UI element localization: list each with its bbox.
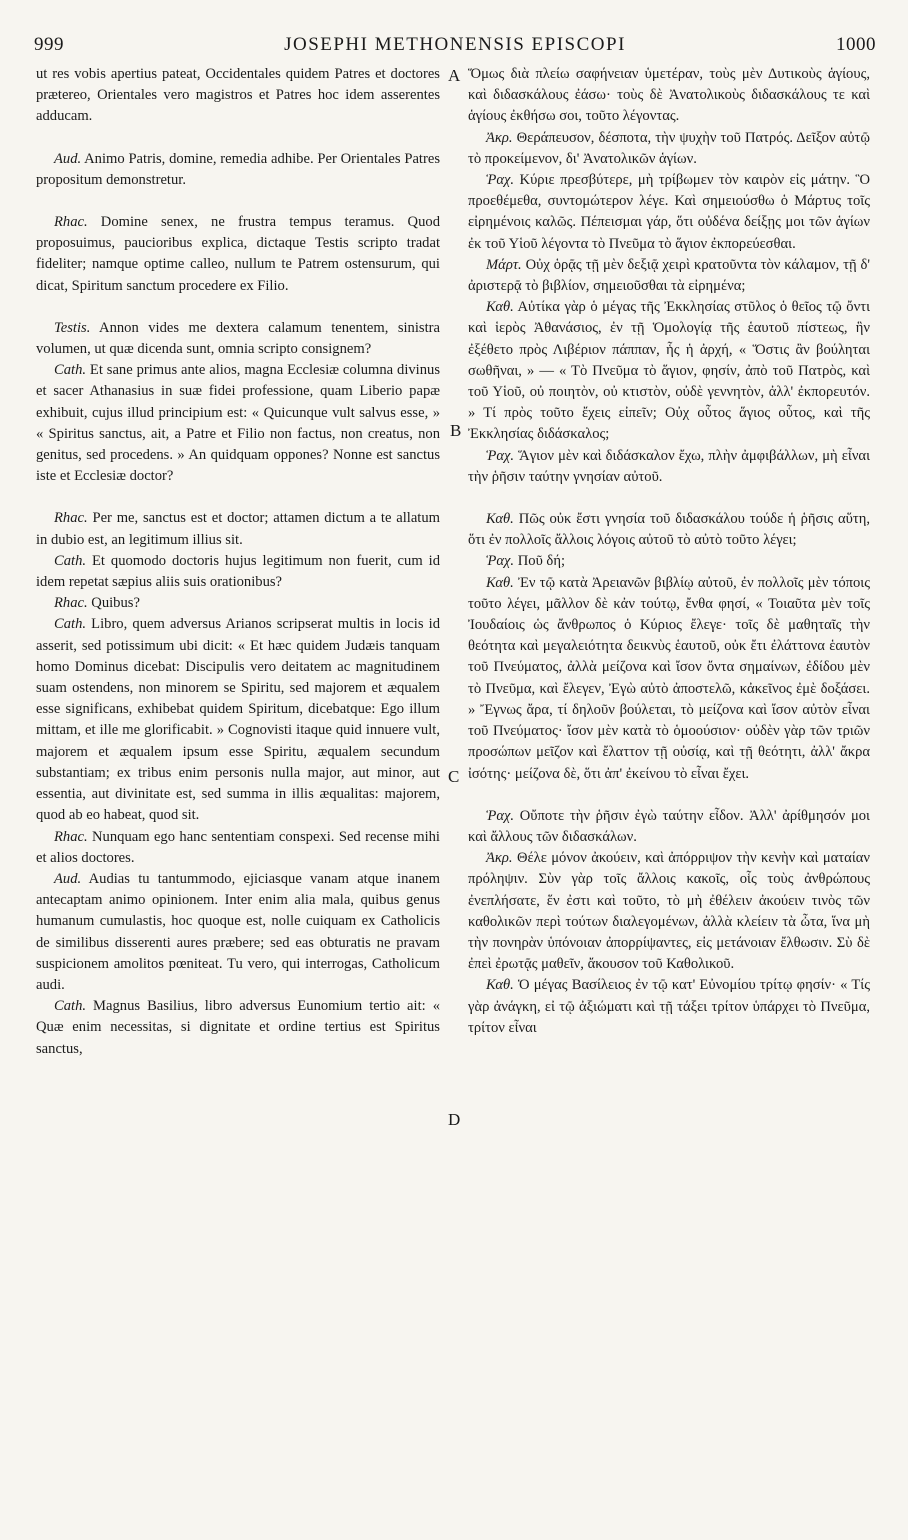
speaker-label: Καθ. <box>486 574 514 591</box>
page-header <box>34 34 876 58</box>
latin-paragraph: Cath. Magnus Basilius, libro adversus Eunomium tertio ait: « Quæ enim necessitas, si dignitate et ordine tertius est Spiritus sanctus, <box>36 998 440 1057</box>
latin-paragraph: Rhac. Nunquam ego hanc sententiam conspexi. Sed recense mihi et alios doctores. <box>36 828 440 866</box>
greek-paragraph: Ῥαχ. Ἅγιον μὲν καὶ διδάσκαλον ἔχω, πλὴν ἀμφιβάλλων, μὴ εἶναι τὴν ῥῆσιν ταύτην γνησίαν αὐτοῦ. <box>468 447 870 485</box>
latin-paragraph: ut res vobis apertius pateat, Occidentales quidem Patres et doctores prætereo, Orientales vero magistros et Patres hoc idem asserentes adducam. <box>36 66 440 125</box>
speaker-label: Testis. <box>54 319 91 336</box>
greek-column <box>468 64 870 1039</box>
speaker-label: Ῥαχ. <box>486 447 515 464</box>
greek-paragraph: Ῥαχ. Οὔποτε τὴν ῥῆσιν ἐγὼ ταύτην εἶδον. Ἀλλ' ἀρίθμησόν μοι καὶ ἄλλους τῶν διδασκάλων. <box>468 807 870 845</box>
greek-paragraph: Μάρτ. Οὐχ ὁρᾷς τῇ μὲν δεξιᾷ χειρὶ κρατοῦντα τὸν κάλαμον, τῇ δ' ἀριστερᾷ τὸ βιβλίον, σημειοῦσθαι τὰ εἰρημένα; <box>468 256 870 295</box>
section-marker-b: B <box>450 421 462 440</box>
latin-paragraph: Testis. Annon vides me dextera calamum tenentem, sinistra volumen, ut quæ dicenda sunt, omnia scripto consignem? <box>36 319 440 358</box>
speaker-label: Cath. <box>54 616 87 633</box>
speaker-label: Aud. <box>54 870 82 887</box>
latin-paragraph: Cath. Et quomodo doctoris hujus legitimum non fuerit, cum id idem repetat sæpius aliis suis orationibus? <box>36 552 440 591</box>
greek-paragraph: Καθ. Ὁ μέγας Βασίλειος ἐν τῷ κατ' Εὐνομίου τρίτῳ φησίν· « Τίς γὰρ ἀνάγκη, εἰ τῷ ἀξιώματι καὶ τῇ τάξει τρίτον ὑπάρχει τὸ Πνεῦμα, τρίτον εἶναι <box>468 977 870 1036</box>
latin-column <box>36 64 440 1060</box>
speaker-label: Μάρτ. <box>486 256 522 273</box>
section-marker-a: A <box>448 66 461 85</box>
latin-paragraph: Rhac. Per me, sanctus est et doctor; attamen dictum a te allatum in dubio est, an legitimum illius sit. <box>36 510 440 548</box>
latin-paragraph: Cath. Et sane primus ante alios, magna Ecclesiæ columna divinus et sacer Athanasius in suæ fidei professione, quam Liberio papæ exhibuit, cujus illud principium est: « Quicunque vult salvus esse, » « Spiritus sanctus, ait, a Patre et Filio non factus, non creatus, non genitus, sed procedens. » An quidquam oppones? Nonne est sanctus iste et Ecclesiæ doctor? <box>36 362 440 485</box>
greek-paragraph: Καθ. Ἐν τῷ κατὰ Ἀρειανῶν βιβλίῳ αὐτοῦ, ἐν πολλοῖς μὲν τόποις τοῦτο λέγει, μᾶλλον δὲ κἀν τούτῳ, ἔνθα φησί, « Τοιαῦτα μὲν τοῖς Ἰουδαίοις ὡς ἄνθρωπος ὁ Κύριος ἔλεγε· τοῖς δὲ μαθηταῖς τὴν θεότητα καὶ μεγαλειότητα δεικνὺς ἑαυτοῦ, οὐκ ἔτι ἐλάττονα ἑαυτὸν τοῦ Πνεύματος, ἀλλὰ μείζονα καὶ ἴσον ὄντα σημαίνων, ἐδίδου μὲν τὸ Πνεῦμα, καὶ ἔλεγεν, Ἐγὼ αὐτὸ ἀποστελῶ, κἀκεῖνος ἐμὲ δοξάσει. » Ἔγνως ἄρα, τί δηλοῦν βούλεται, τὸ μείζονα καὶ ἴσον αὐτὸν εἶναι τοῦ Πνεύματος· ἴσον μὲν κατὰ τὸ ὁμοούσιον· οὐδὲν γὰρ τῶν τριῶν προσώπων μεῖζον καὶ ἔλαττον τῇ οὐσίᾳ, καὶ τῇ θεότητι, ἀλλ' ἄκρα ἰσότης· μείζονα δὲ, ὅτι ἀπ' ἐκείνου τὸ εἶναι ἔχει. <box>468 574 870 782</box>
latin-paragraph: Rhac. Quibus? <box>54 595 140 612</box>
section-marker-d: D <box>448 1110 461 1129</box>
speaker-label: Καθ. <box>486 299 514 316</box>
speaker-label: Ῥαχ. <box>486 172 515 189</box>
latin-paragraph: Aud. Animo Patris, domine, remedia adhibe. Per Orientales Patres propositum demonstretur. <box>36 150 440 188</box>
greek-paragraph: Καθ. Πῶς οὐκ ἔστι γνησία τοῦ διδασκάλου τούδε ἡ ῥῆσις αὕτη, ὅτι ἐν πολλοῖς ἄλλοις λόγοις αὐτοῦ τὸ αὐτὸ τοῦτο λέγει; <box>468 511 870 549</box>
latin-paragraph: Aud. Audias tu tantummodo, ejiciasque vanam atque inanem antecaptam animo opinionem. Inter enim alia mala, quibus genus humanum cumulastis, hoc quoque est, nolle cuiquam ex Catholicis de similibus disserenti aures præbere; sed eas obturatis ne pravam suspicionem amolitos pœniteat. Tu vero, qui interrogas, Catholicum audi. <box>36 870 440 993</box>
section-marker-c: C <box>448 767 460 786</box>
speaker-label: Ῥαχ. <box>486 807 515 824</box>
speaker-label: Aud. <box>54 150 82 167</box>
greek-paragraph: Ῥαχ. Κύριε πρεσβύτερε, μὴ τρίβωμεν τὸν καιρὸν εἰς μάτην. Ὃ προεθέμεθα, συντομώτερον λέγε. Καὶ σημειούσθω ὁ Μάρτυς τοῖς εἰρημένοις καλῶς. Πέπεισμαι γάρ, ὅτι οὐδένα δείξῃς μοι τῶν ἁγίων ἐκ τοῦ Υἱοῦ λέγοντα τὸ Πνεῦμα τὸ ἅγιον ἐκπορεύεσθαι. <box>468 172 870 252</box>
greek-paragraph: Ἀκρ. Θέλε μόνον ἀκούειν, καὶ ἀπόρριψον τὴν κενὴν καὶ ματαίαν πρόληψιν. Σὺν γὰρ τοῖς ἄλλοις κακοῖς, οἷς τοὺς ἀνθρώπους ἐνεπλήσατε, ἕν ἐστι καὶ τοῦτο, τὸ μὴ ἐθέλειν ἀκούειν τινὸς τῶν καθολικῶν περὶ τούτων διαλεγομένων, ἀλλὰ κλείειν τὰ ὦτα, ἵνα μὴ τὴν πονηρὰν ὑπόνοιαν ἀπορρίψαντες, εἰς μετάνοιαν ἔλθωσιν. Σὺ δὲ ἐπεὶ ἐρωτᾷς μαθεῖν, ἄκουσον τοῦ Καθολικοῦ. <box>468 850 870 973</box>
speaker-label: Rhac. <box>54 828 88 845</box>
speaker-label: Rhac. <box>54 214 88 231</box>
running-title: JOSEPHI METHONENSIS EPISCOPI <box>284 34 626 55</box>
speaker-label: Καθ. <box>486 977 514 994</box>
speaker-label: Ἀκρ. <box>486 850 513 867</box>
greek-paragraph: Ἀκρ. Θεράπευσον, δέσποτα, τὴν ψυχὴν τοῦ Πατρός. Δεῖξον αὐτῷ τὸ προκείμενον, δι' Ἀνατολικῶν ἁγίων. <box>468 129 870 167</box>
right-page-number: 1000 <box>836 34 876 55</box>
speaker-label: Cath. <box>54 998 87 1015</box>
speaker-label: Ἀκρ. <box>486 129 513 146</box>
speaker-label: Cath. <box>54 552 87 569</box>
greek-paragraph: Ῥαχ. Ποῦ δή; <box>486 553 565 570</box>
speaker-label: Rhac. <box>54 595 88 612</box>
speaker-label: Rhac. <box>54 510 88 527</box>
left-page-number: 999 <box>34 34 64 55</box>
greek-paragraph: Ὅμως διὰ πλείω σαφήνειαν ὑμετέραν, τοὺς μὲν Δυτικοὺς ἁγίους, καὶ διδασκάλους ἐάσω· τοὺς δὲ Ἀνατολικοὺς διδασκάλους τε καὶ ἁγίους ἐκθήσω σοι, τοῦτο λέγοντας. <box>468 66 870 125</box>
latin-paragraph: Cath. Libro, quem adversus Arianos scripserat multis in locis id asserit, sed potissimum ubi dicit: « Et hæc quidem Judæis tanquam homo Dominus dicebat: Discipulis vero deitatem ac magnitudinem suam ostendens, non minorem se Spiritu, sed majorem et æqualem esse significans, exhibebat quidem Spiritum, dicebatque: Ego illum mittam, et ille me glorificabit. » Cognovisti itaque quid innuere vult, majorem et æqualem ipsum esse Spiritu, æqualem secundum substantiam; ex tribus enim personis nulla major, aut minor, aut essentia, aut divinitate est, sed summa in illis æqualitas: majorem, quod ab eo habeat, quod sit. <box>36 616 440 824</box>
speaker-label: Καθ. <box>486 511 514 528</box>
speaker-label: Cath. <box>54 362 87 379</box>
greek-paragraph: Καθ. Αὐτίκα γὰρ ὁ μέγας τῆς Ἐκκλησίας στῦλος ὁ θεῖος τῷ ὄντι καὶ ἱερὸς Ἀθανάσιος, ἐν τῇ Ὁμολογίᾳ τῆς ἑαυτοῦ πίστεως, ἣν ἐξέθετο πρὸς Λιβέριον πάππαν, ἧς ἡ ἀρχή, « Ὅστις ἂν βούληται σωθῆναι, » — « Τὸ Πνεῦμα τὸ ἅγιον, φησίν, ἀπὸ τοῦ Πατρὸς, καὶ τοῦ Υἱοῦ, οὐ ποιητὸν, οὐ κτιστὸν, οὐδὲ γεννητὸν, ἀλλ' ἐκπορευτόν. » Τί πρὸς τοῦτο ἔχεις εἰπεῖν; Οὐχ οὗτος ἅγιος οὗτος, καὶ τῆς Ἐκκλησίας διδάσκαλος; <box>468 299 870 443</box>
latin-paragraph: Rhac. Domine senex, ne frustra tempus teramus. Quod proposuimus, paucioribus explica, dictaque Testis scripto tradat fideliter; namque optime calleo, nullum te Patrem ostensurum, qui dicat, Spiritum sanctum procedere ex Filio. <box>36 214 440 294</box>
speaker-label: Ῥαχ. <box>486 553 515 570</box>
